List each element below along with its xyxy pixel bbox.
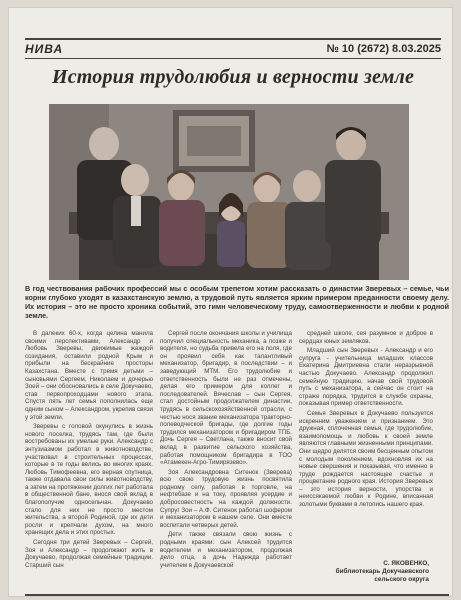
article-column-3 bbox=[299, 330, 433, 552]
issue-number-date: № 10 (2672) 8.03.2025 bbox=[326, 43, 441, 55]
newspaper-name: НИВА bbox=[25, 42, 64, 56]
paragraph: Младший сын Зверевых - Александр и его супруга - учительница младших классов Екатерина Дмитриевна стали неразрывной частью Докучаево. Александр продолжил семейную традицию, начав свой трудовой путь с механизатора, а сейчас он стоит на страже порядка, трудится в службе охраны, показывая пример ответственности. bbox=[299, 347, 433, 408]
paragraph: средней школе, сея разумное и доброе в сердцах юных земляков. bbox=[299, 330, 433, 345]
paragraph: Зверевы с головой окунулись в жизнь нового поселка, трудясь там, где были востребованы их умелые руки. Александр с энтузиазмом работал в животноводстве, участвовал в строительных процессах, которые в те годы велись во многих краях. Любовь Тимофеевна, его верная спутница, также отдавала свои силы животноводству, а затем на протяжении долгих лет работала в общественной бане, внося свой вклад в благополучие односельчан. Докучаево стало для них не просто местом жительства, а второй Родиной, где их дети росли и крепчали духом, на много хранящих дела и этих простых. bbox=[25, 423, 153, 537]
article-column-2 bbox=[160, 330, 292, 592]
masthead bbox=[25, 38, 441, 59]
article-headline: История трудолюбия и верности земле bbox=[51, 66, 415, 88]
paragraph: В далеких 60-х, когда целина манила своими перспективами, Александр и Любовь Зверевы, движимые жаждой созидания, оставили родной Крым и прибыли на бескрайние просторы Казахстана. Вместе с тремя детьми – сыновьями Сергеем, Николаем и дочерью Зоей – они обосновались в селе Докучаево, став первопроходцами нового этапа. Спустя пять лет семья пополнилась еще одним сыном – Александром, укрепив связи у этой земли. bbox=[25, 330, 153, 421]
bottom-divider bbox=[25, 594, 449, 596]
paragraph: Сергей после окончания школы и училища получил специальность механика, а позже и водителя, но судьба привела его на поля, где он проявил себя как талантливый механизатор, бригадир, в последствии – и заведующий МТМ. Его трудолюбие и ответственность были не раз отмечены, делая его примером для коллег и последователей. Вячеслав – сын Сергея, стал достойным продолжателем династии, трудясь в сельскохозяйственной отрасли, с честью нося звание механизатора тракторно-полеводческой бригады, где долгие годы трудился механизатором и бригадиром ТПБ. Дочь Сергея – Светлана, также вносит свой вклад в развитие сельского хозяйства, работая помощником бригадира в ТОО «Атамекен-Агро-Тимирязево». bbox=[160, 330, 292, 467]
newspaper-page bbox=[9, 8, 452, 596]
family-photo bbox=[49, 104, 409, 280]
paragraph: Семья Зверевых в Докучаево пользуется искренним уважением и признанием. Это дружная, сплоченная семья, где трудолюбие, взаимопомощь и любовь к своей земле являются главными жизненными принципами. Они щедро делятся своим бесценным опытом с молодым поколением, вдохновляя их на новые свершения и показывая, что именно в труде рождается настоящее счастье и процветание родного края. История Зверевых – это история верности, упорства и неиссякаемой любви к Родине, вписанная золотыми буквами в летопись нашего края. bbox=[299, 409, 433, 509]
author-signature bbox=[299, 560, 429, 584]
paragraph: Зоя Александровна Ситенок (Зверева) всю свою трудовую жизнь посвятила родному селу, работая в торговле, на нефтебазе и на току, проявляя усердие и добросовестность на каждой должности. Супруг Зои – А.Ф. Ситенок работал шофером и механизатором в нашем селе. Они вместе воспитали четверых детей. bbox=[160, 468, 292, 529]
family-photo-illustration bbox=[49, 104, 409, 280]
article-lead: В год чествования рабочих профессий мы с особым трепетом хотим рассказать о династии Зверевых – семье, чьи корни глубоко уходят в казахстанскую землю, а трудовой путь является ярким примером преданности своему делу. Их история – это не просто хроника событий, это гимн человеческому труду, самоотверженности и любви к родной земле. bbox=[25, 284, 449, 320]
paragraph: Сегодня три детей Зверевых – Сергей, Зоя и Александр – продолжают жить в Докучаево, продолжая семейные традиции. Старший сын bbox=[25, 539, 153, 569]
paragraph: Дети также связали свою жизнь с родными краями: сын Алексей трудится водителем и механизатором, продолжая дело отца, а дочь Надежда работает учителем в Докучаевской bbox=[160, 531, 292, 569]
author-position: сельского округа bbox=[374, 576, 429, 583]
author-name: С. ЯКОВЕНКО, bbox=[383, 560, 429, 567]
author-position: библиотекарь Докучаевского bbox=[335, 568, 429, 575]
article-column-1 bbox=[25, 330, 153, 592]
